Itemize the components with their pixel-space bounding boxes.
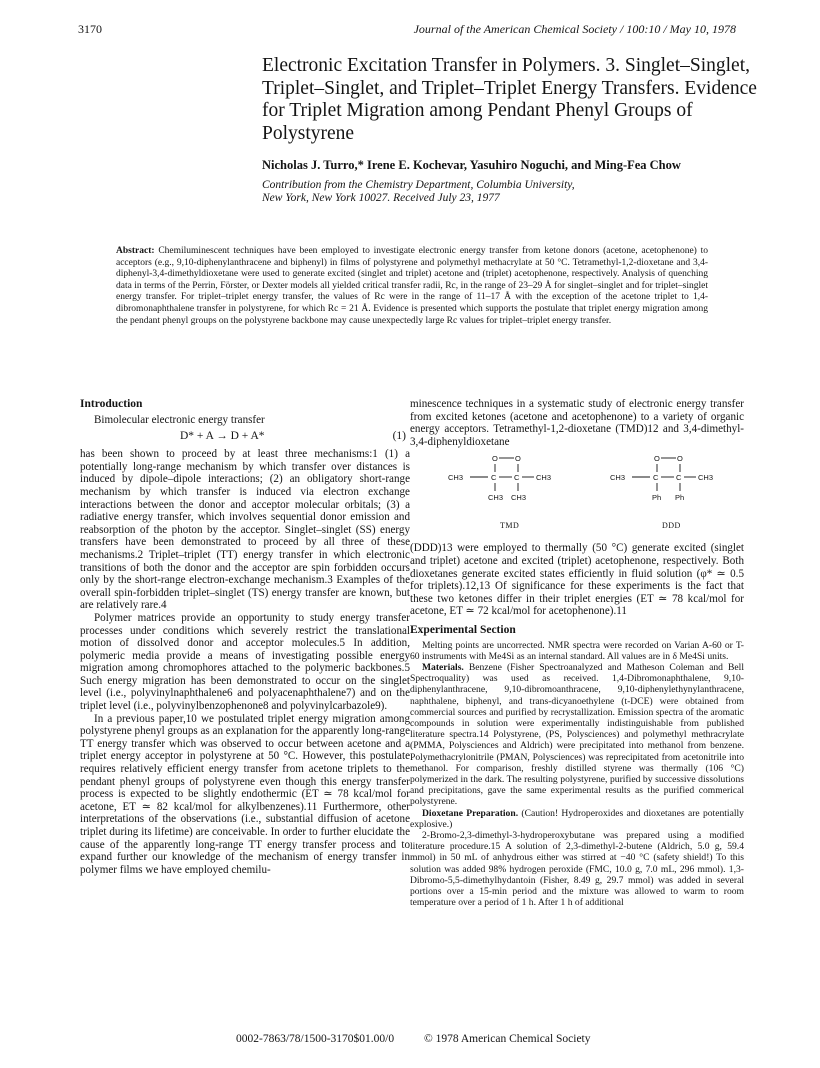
oxygen-atom: O xyxy=(654,454,660,464)
oxygen-atom: O xyxy=(515,454,521,464)
paragraph-text: Benzene (Fisher Spectroanalyzed and Matheson Coleman and Bell Spectroquality) was used as received. 1,4-Dibromonaphthalene, 9,10-diphenylanthracene, 9,10-dibromoanthracene, 9,10-diphenylethynylanthracene, naphthalene, biphenyl, and trans-dicyanoethylene (t-DCE) were obtained from commercial sources and purified by recrystallization. Emission spectra of the aromatic compounds in solution were experimentally indistinguishable from published literature spectra.14 Polystyrene, (PS, Polysciences) and polymethyl methracrylate (PMMA, Polysciences and Aldrich) were precipitated into methanol from benzene. Polymethacrylonitrile (PMAN, Polysciences) was reprecipitated from acetonitrile into methanol. For comparison, freshly distilled styrene was thermally (106 °C) polymerized in the dark. The resulting polystyrene, purified by successive dissolutions and precipitations, gave the same experimental results as the purified commerical polystyrene. xyxy=(410,661,744,808)
affiliation-line: Contribution from the Chemistry Department, Columbia University, xyxy=(262,179,575,191)
ddd-structure xyxy=(610,452,760,540)
methyl-group: CH3 xyxy=(448,473,464,483)
oxygen-atom: O xyxy=(492,454,498,464)
paragraph: 2-Bromo-2,3-dimethyl-3-hydroperoxybutane was prepared using a modified literature procedure.15 A solution of 2,3-dimethyl-2-butene (Aldrich, 5.0 g, 59.4 mmol) in 50 mL of anhydrous either was stirred at −40 °C (safety shield!) To this solution was added 98% hydrogen peroxide (FMC, 10.0 g, 7.0 mL, 296 mmol). 1,3-Dibromo-5,5-dimethylhydantoin (Fisher, 8.49 g, 29.7 mmol) was added in several portions over a 15-min period and the mixture was allowed to warm to room temperature over a period of 1 h. After 1 h of additional xyxy=(410,829,744,909)
right-column xyxy=(410,398,744,908)
section-heading: Experimental Section xyxy=(410,623,516,636)
paragraph: Bimolecular electronic energy transfer xyxy=(94,413,265,426)
equation-number: (1) xyxy=(392,430,406,443)
paragraph: Polymer matrices provide an opportunity to study energy transfer processes under conditions which severely restrict the translational motion of dissolved donor and acceptor molecules.5 In addition, polymeric media provide a means of investigating possible energy migration among chromophores attached to the polymeric backbones.5 Such energy migration has been demonstrated to occur on the singlet level (i.e., polyvinylnaphthalene6 and polyacenaphthalene7) and on the triplet level (i.e., polyvinylbenzophenone8 and polyvinylcarbazole9). xyxy=(80,611,410,713)
abstract-label: Abstract: xyxy=(116,246,155,256)
running-header xyxy=(78,22,736,40)
runin-heading: Dioxetane Preparation. xyxy=(422,807,519,819)
structure-label: DDD xyxy=(662,521,681,531)
copyright-notice: © 1978 American Chemical Society xyxy=(424,1033,591,1045)
paragraph: (DDD)13 were employed to thermally (50 °C) generate excited (singlet and triplet) acetone and excited (triplet) acetophenone, respectively. Both dioxetanes generate excited states efficiently in fluid solution (φ* ≃ 0.5 for triplets).12,13 Of significance for these experiments is the fact that these two ketones differ in their triplet energies (ET ≃ 78 kcal/mol for acetone, ET ≃ 72 kcal/mol for acetophenone).11 xyxy=(410,542,744,618)
page-number: 3170 xyxy=(78,22,102,36)
issn-code: 0002-7863/78/1500-3170$01.00/0 xyxy=(236,1033,395,1045)
affiliation xyxy=(262,179,762,205)
methyl-group: CH3 xyxy=(511,493,527,503)
carbon-atom: C xyxy=(653,473,659,483)
runin-heading: Materials. xyxy=(422,661,464,673)
author-list: Nicholas J. Turro,* Irene E. Kochevar, Yasuhiro Noguchi, and Ming-Fea Chow xyxy=(262,158,681,172)
ddd-structure-diagram xyxy=(610,452,760,518)
title-block xyxy=(262,55,762,205)
abstract-text: Chemiluminescent techniques have been employed to investigate electronic energy transfer from ketone donors (acetone, acetophenone) to acceptors (e.g., 9,10-diphenylanthracene and biphenyl) in films of polystyrene and polymethyl methacrylate at 50 °C. Tetramethyl-1,2-dioxetane and 3,4-diphenyl-3,4-dimethyldioxetane were used to generate excited (singlet and triplet) acetone and (triplet) acetophenone, respectively. Analysis of quenching data in terms of the Perrin, Förster, or Dexter models all yielded critical transfer radii, Rc, in the range of 23–29 Å for singlet–singlet and for triplet–singlet energy transfer. For triplet–triplet energy transfer, the values of Rc were in the range of 11–17 Å with the exception of the acetone triplet to 1,4-dibromonaphthalene transfer in polystyrene, for which Rc = 21 Å. Evidence is presented which supports the postulate that triplet energy migration among the pendant phenyl groups on the polystyrene backbone may cause unexpectedly large Rc values for triplet–triplet energy transfer. xyxy=(116,246,708,326)
structure-figures xyxy=(410,452,744,540)
methyl-group: CH3 xyxy=(488,493,504,503)
article-title: Electronic Excitation Transfer in Polymers. 3. Singlet–Singlet, Triplet–Singlet, and Triplet–Triplet Energy Transfers. Evidence for Triplet Migration among Pendant Phenyl Groups of Polystyrene xyxy=(262,55,757,144)
carbon-atom: C xyxy=(514,473,520,483)
methyl-group: CH3 xyxy=(698,473,714,483)
paragraph: has been shown to proceed by at least three mechanisms:1 (1) a potentially long-range mechanism by which transfer over distances is induced by dipole–dipole interactions; (2) an obligatory short-range mechanism by which transfer is induced via electron exchange interactions between the donor and acceptor molecular orbitals; (3) a radiative energy transfer, which involves sequential donor emission and reabsorption of the photon by the acceptor. Singlet–singlet (SS) energy transfers have been demonstrated to proceed by all three of these mechanisms.2 Triplet–triplet (TT) energy transfer in which electronic transitions of both the donor and the acceptor are spin forbidden occurs only by the short-range electron-exchange mechanism.3 Examples of the overall spin-forbidden triplet–singlet (TS) energy transfer are known, but are relatively rare.4 xyxy=(80,448,410,612)
carbon-atom: C xyxy=(491,473,497,483)
carbon-atom: C xyxy=(676,473,682,483)
paragraph: Melting points are uncorrected. NMR spectra were recorded on Varian A-60 or T-60 instruments with Me4Si as an internal standard. All values are in δ Me4Si units. xyxy=(410,639,744,662)
equation-expression: D* + A → D + A* xyxy=(180,430,265,443)
structure-label: TMD xyxy=(500,521,520,531)
affiliation-line: New York, New York 10027. Received July 23, 1977 xyxy=(262,192,500,204)
paragraph xyxy=(410,662,744,808)
section-heading: Introduction xyxy=(80,398,143,410)
phenyl-group: Ph xyxy=(652,493,662,503)
tmd-structure-diagram xyxy=(448,452,598,518)
methyl-group: CH3 xyxy=(536,473,552,483)
paragraph xyxy=(410,808,744,830)
methyl-group: CH3 xyxy=(610,473,626,483)
phenyl-group: Ph xyxy=(675,493,685,503)
equation xyxy=(80,429,410,446)
oxygen-atom: O xyxy=(677,454,683,464)
paragraph: In a previous paper,10 we postulated triplet energy migration among polystyrene phenyl groups as an explanation for the apparently long-range TT energy transfer which was observed to occur between acetone and a triplet energy acceptor in polystyrene at 50 °C. However, this postulate requires relatively efficient energy transfer from acetone triplets to the pendant phenyl groups of polystyrene even though this energy transfer process is expected to be slightly endothermic (ET ≃ 78 kcal/mol for acetone, ET ≃ 82 kcal/mol for alkylbenzenes).11 Furthermore, other interpretations of the observations (i.e., substantial diffusion of acetone triplet during its lifetime) are conceivable. In order to further elucidate the cause of the apparently long-range TT energy transfer process and to expand further our knowledge of the mechanism of energy transfer in polymer films we have employed chemilu- xyxy=(80,712,410,876)
abstract xyxy=(116,246,708,327)
journal-citation: Journal of the American Chemical Society / 100:10 / May 10, 1978 xyxy=(413,22,736,36)
left-column xyxy=(80,398,410,876)
tmd-structure xyxy=(448,452,598,540)
paragraph: minescence techniques in a systematic study of electronic energy transfer from excited ketones (acetone and acetophenone) to a variety of organic energy acceptors. Tetramethyl-1,2-dioxetane (TMD)12 and 3,4-dimethyl-3,4-diphenyldioxetane xyxy=(410,398,744,448)
experimental-text xyxy=(410,640,744,909)
paragraph-text: (Caution! Hydroperoxides and dioxetanes are potentially explosive.) xyxy=(410,807,744,830)
